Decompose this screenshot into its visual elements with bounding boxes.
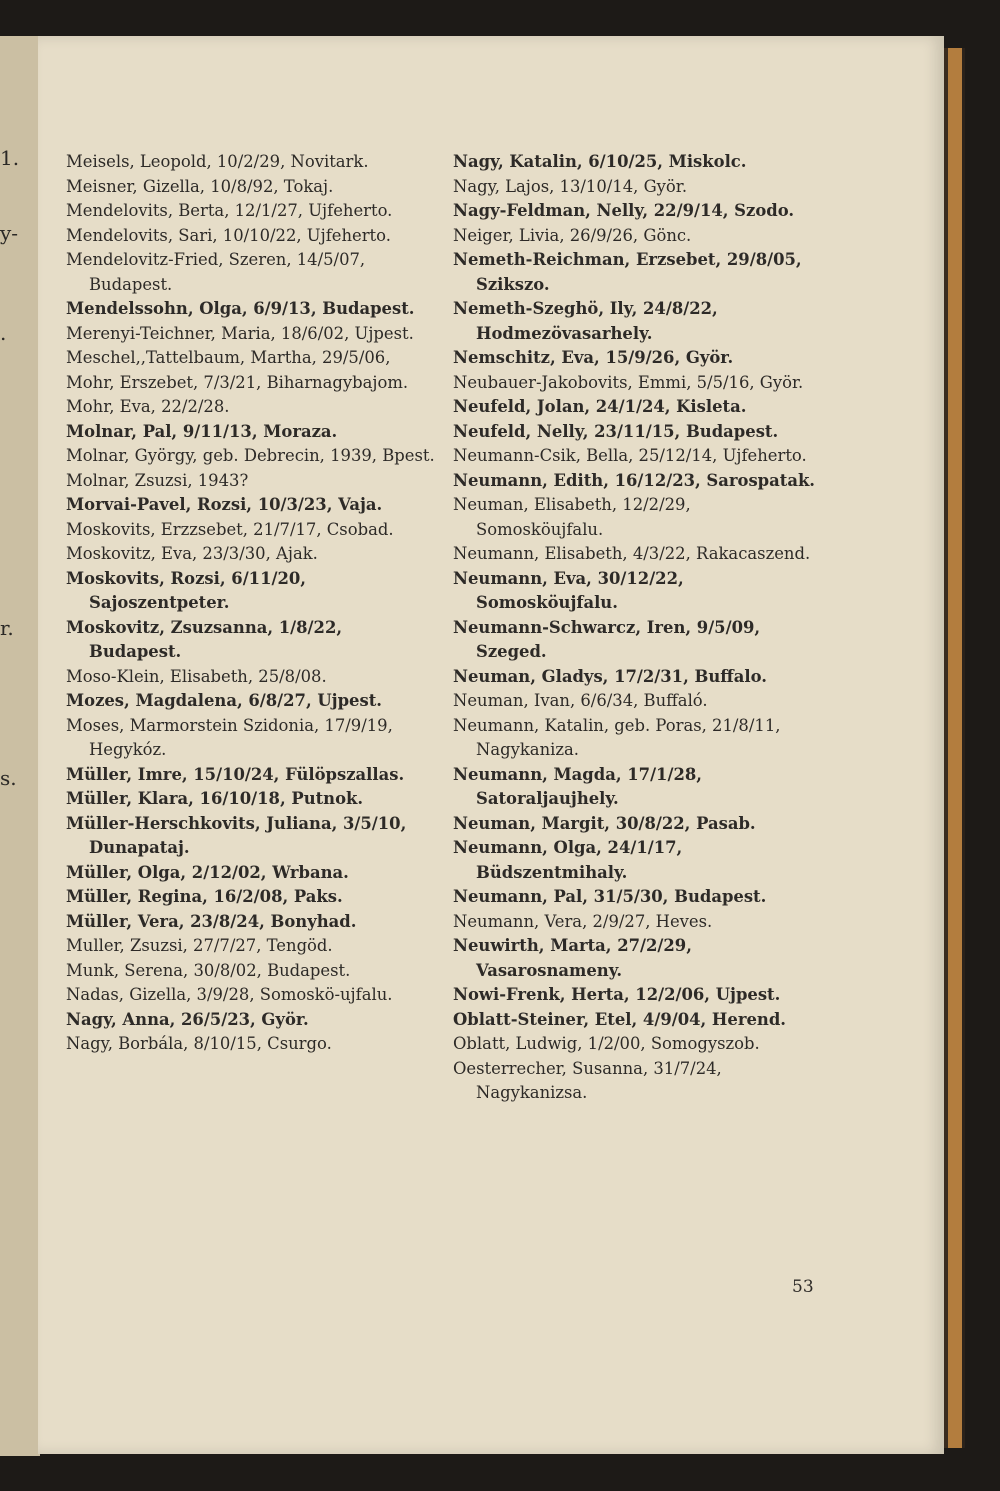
name-entry: Neuman, Ivan, 6/6/34, Buffaló. <box>453 691 708 710</box>
name-entry: Morvai-Pavel, Rozsi, 10/3/23, Vaja. <box>66 495 383 514</box>
name-entry: Müller, Imre, 15/10/24, Fülöpszallas. <box>66 764 405 784</box>
name-entry: Oblatt, Ludwig, 1/2/00, Somogyszob. <box>453 1034 760 1053</box>
name-entry: Neufeld, Nelly, 23/11/15, Budapest. <box>453 421 779 441</box>
name-entry: Müller, Vera, 23/8/24, Bonyhad. <box>66 911 357 931</box>
name-entry: Moskovitz, Zsuzsanna, 1/8/22, Budapest. <box>66 617 343 661</box>
previous-page-edge <box>0 36 40 1456</box>
name-entry: Müller, Regina, 16/2/08, Paks. <box>66 887 343 906</box>
name-entry: Neuman, Elisabeth, 12/2/29, Somosköujfalu. <box>453 495 691 539</box>
name-entry: Neubauer-Jakobovits, Emmi, 5/5/16, Györ. <box>453 372 804 392</box>
margin-fragment: 1. <box>0 146 20 170</box>
name-entry: Nagy, Anna, 26/5/23, Györ. <box>66 1009 309 1029</box>
name-entry: Moskovitz, Eva, 23/3/30, Ajak. <box>66 544 318 563</box>
name-entry: Meisels, Leopold, 10/2/29, Novitark. <box>66 152 369 171</box>
right-column <box>453 150 823 1106</box>
name-entry: Meisner, Gizella, 10/8/92, Tokaj. <box>66 176 334 196</box>
name-entry: Nemeth-Szeghö, Ily, 24/8/22, Hodmezövasarhely. <box>453 299 718 343</box>
name-entry: Neumann, Vera, 2/9/27, Heves. <box>453 911 713 931</box>
name-entry: Nowi-Frenk, Herta, 12/2/06, Ujpest. <box>453 985 781 1004</box>
name-entry: Moskovits, Erzzsebet, 21/7/17, Csobad. <box>66 519 394 539</box>
name-entry: Neumann, Edith, 16/12/23, Sarospatak. <box>453 470 816 490</box>
name-entry: Moses, Marmorstein Szidonia, 17/9/19, Hegykóz. <box>66 715 393 759</box>
name-entry: Neumann, Katalin, geb. Poras, 21/8/11, Nagykaniza. <box>453 715 781 759</box>
name-entry: Merenyi-Teichner, Maria, 18/6/02, Ujpest. <box>66 323 414 343</box>
name-entry: Müller, Klara, 16/10/18, Putnok. <box>66 789 364 808</box>
page-stack-edge <box>962 48 965 1448</box>
margin-fragment: . <box>0 321 7 345</box>
margin-fragment: y- <box>0 221 19 245</box>
name-entry: Nagy, Lajos, 13/10/14, Györ. <box>453 176 688 196</box>
name-entry: Neumann-Csik, Bella, 25/12/14, Ujfeherto. <box>453 446 807 465</box>
name-entry: Moskovits, Rozsi, 6/11/20, Sajoszentpeter. <box>66 568 306 612</box>
name-entry: Neuman, Gladys, 17/2/31, Buffalo. <box>453 666 767 686</box>
name-entry: Neufeld, Jolan, 24/1/24, Kisleta. <box>453 397 747 416</box>
name-entry: Mendelovits, Sari, 10/10/22, Ujfeherto. <box>66 225 391 245</box>
name-entry: Neumann, Eva, 30/12/22, Somosköujfalu. <box>453 568 684 612</box>
name-entry: Munk, Serena, 30/8/02, Budapest. <box>66 960 351 980</box>
name-entry: Neiger, Livia, 26/9/26, Gönc. <box>453 225 692 245</box>
name-entry: Nagy, Katalin, 6/10/25, Miskolc. <box>453 152 747 171</box>
name-entry: Mohr, Erszebet, 7/3/21, Biharnagybajom. <box>66 372 409 392</box>
name-entry: Nemschitz, Eva, 15/9/26, Györ. <box>453 348 734 367</box>
name-entry: Müller-Herschkovits, Juliana, 3/5/10, Dunapataj. <box>66 813 407 857</box>
page-number: 53 <box>792 1277 814 1297</box>
name-entry: Oesterrecher, Susanna, 31/7/24, Nagykanizsa. <box>453 1058 722 1102</box>
name-entry: Neumann-Schwarcz, Iren, 9/5/09, Szeged. <box>453 617 761 661</box>
name-entry: Mozes, Magdalena, 6/8/27, Ujpest. <box>66 691 382 710</box>
name-entry: Mendelovitz-Fried, Szeren, 14/5/07, Budapest. <box>66 250 366 294</box>
name-entry: Muller, Zsuzsi, 27/7/27, Tengöd. <box>66 936 333 955</box>
name-entry: Molnar, Pal, 9/11/13, Moraza. <box>66 421 338 441</box>
name-entry: Neumann, Pal, 31/5/30, Budapest. <box>453 887 767 906</box>
name-entry: Oblatt-Steiner, Etel, 4/9/04, Herend. <box>453 1009 786 1029</box>
name-entry: Mohr, Eva, 22/2/28. <box>66 397 230 416</box>
name-entry: Molnar, György, geb. Debrecin, 1939, Bpest. <box>66 446 435 465</box>
name-entry: Neumann, Olga, 24/1/17, Büdszentmihaly. <box>453 838 683 882</box>
name-entry: Müller, Olga, 2/12/02, Wrbana. <box>66 862 349 882</box>
name-entry: Neuman, Margit, 30/8/22, Pasab. <box>453 813 756 833</box>
book-cover-edge <box>948 48 962 1448</box>
name-entry: Nagy-Feldman, Nelly, 22/9/14, Szodo. <box>453 201 795 220</box>
name-entry: Nemeth-Reichman, Erzsebet, 29/8/05, Szikszo. <box>453 250 802 294</box>
margin-fragment: s. <box>0 766 17 790</box>
name-entry: Neumann, Elisabeth, 4/3/22, Rakacaszend. <box>453 544 811 563</box>
name-entry: Moso-Klein, Elisabeth, 25/8/08. <box>66 666 327 686</box>
name-entry: Molnar, Zsuzsi, 1943? <box>66 470 249 490</box>
name-entry: Neumann, Magda, 17/1/28, Satoraljaujhely. <box>453 764 702 808</box>
left-column <box>66 150 436 1057</box>
name-entry: Meschel,,Tattelbaum, Martha, 29/5/06, <box>66 348 391 367</box>
margin-fragment: r. <box>0 616 14 640</box>
name-entry: Mendelssohn, Olga, 6/9/13, Budapest. <box>66 299 415 318</box>
name-entry: Nagy, Borbála, 8/10/15, Csurgo. <box>66 1034 332 1053</box>
name-entry: Nadas, Gizella, 3/9/28, Somoskö-ujfalu. <box>66 985 393 1004</box>
name-entry: Neuwirth, Marta, 27/2/29, Vasarosnameny. <box>453 936 692 980</box>
name-entry: Mendelovits, Berta, 12/1/27, Ujfeherto. <box>66 201 393 220</box>
